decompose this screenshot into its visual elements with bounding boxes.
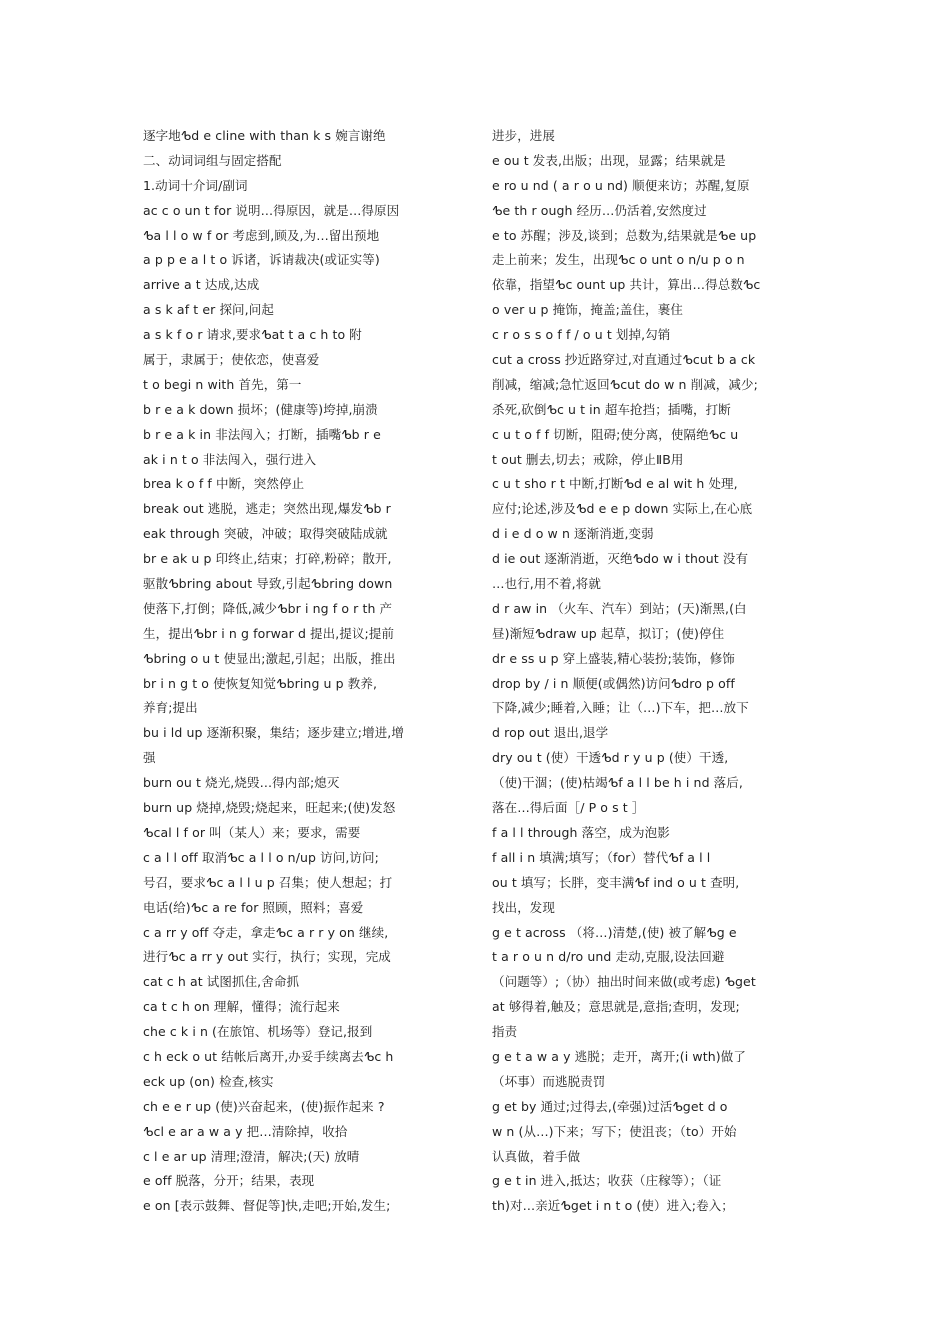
- text-line: 应付;论述,涉及ᕹd e e p down 实际上,在心底: [492, 501, 753, 517]
- text-line: ᕹbring o u t 使显出;激起,引起；出版，推出: [143, 650, 396, 666]
- text-line: c r o s s o f f / o u t 划掉,勾销: [492, 327, 671, 343]
- text-line: g e t a w a y 逃脱；走开，离开;(i wth)做了: [492, 1048, 746, 1064]
- text-line: e on [表示鼓舞、督促等]快,走吧;开始,发生;: [143, 1198, 391, 1214]
- text-line: ᕹa l l o w f or 考虑到,顾及,为…留出预地: [143, 227, 380, 243]
- text-line: drop by / i n 顺便(或偶然)访问ᕹdro p off: [492, 675, 735, 691]
- text-line: 下降,减少;睡着,入睡；让（…)下车，把…放下: [492, 700, 749, 716]
- text-line: 强: [143, 750, 156, 766]
- text-line: bu i ld up 逐渐积聚，集结；逐步建立;增进,增: [143, 725, 404, 741]
- text-line: at 够得着,触及；意思就是,意指;查明，发现;: [492, 999, 740, 1015]
- text-line: a p p e a l t o 诉诸，诉请裁决(或证实等): [143, 252, 380, 268]
- text-line: 落在…得后面［/ P o s t ］: [492, 800, 645, 816]
- text-line: c a l l off 取消ᕹc a l l o n/up 访问,访问;: [143, 849, 379, 865]
- text-line: a s k af t er 探问,问起: [143, 302, 274, 318]
- text-line: g et by 通过;过得去,(牵强)过活ᕹget d o: [492, 1098, 728, 1114]
- text-line: f a l l through 落空，成为泡影: [492, 824, 670, 840]
- text-line: 依靠，指望ᕹc ount up 共计，算出…得总数ᕹc: [492, 277, 761, 293]
- text-line: dry ou t (使）干透ᕹd r y u p (使）干透,: [492, 750, 729, 766]
- text-line: （问题等）;（协）抽出时间来做(或考虑) ᕹget: [492, 974, 756, 990]
- text-line: 进步，进展: [492, 128, 556, 143]
- text-line: c a rr y off 夺走，拿走ᕹc a r r y on 继续,: [143, 924, 389, 940]
- text-line: 电话(给)ᕹc a re for 照顾，照料；喜爱: [143, 899, 364, 915]
- text-line: o ver u p 掩饰，掩盖;盖住，裹住: [492, 302, 683, 318]
- text-line: burn ou t 烧光,烧毁…得内部;熄灭: [143, 775, 340, 791]
- text-line: cut a cross 抄近路穿过,对直通过ᕹcut b a ck: [492, 352, 756, 368]
- text-line: 使落下,打倒；降低,减少ᕹbr i ng f o r th 产: [143, 600, 393, 616]
- text-line: dr e ss u p 穿上盛装,精心装扮;装饰，修饰: [492, 650, 735, 666]
- text-line: …也行,用不着,将就: [492, 576, 601, 592]
- text-line: 属于，隶属于；使依恋，使喜爱: [143, 352, 320, 368]
- text-line: cat c h at 试图抓住,舍命抓: [143, 974, 300, 990]
- text-line: g e t in 进入,抵达；收获（庄稼等）；（证: [492, 1173, 722, 1189]
- text-line: e to 苏醒；涉及,谈到；总数为,结果就是ᕹe up: [492, 227, 757, 243]
- text-line: burn up 烧掉,烧毁;烧起来，旺起来;(使)发怒: [143, 800, 396, 816]
- text-line: ak i n t o 非法闯入，强行进入: [143, 451, 317, 467]
- text-line: 昼)渐短ᕹdraw up 起草，拟订；(使)停住: [492, 625, 725, 641]
- text-line: e off 脱落，分开；结果，表现: [143, 1173, 315, 1189]
- text-line: eak through 突破，冲破；取得突破陆成就: [143, 526, 388, 542]
- text-line: ca t c h on 理解，懂得；流行起来: [143, 999, 340, 1015]
- text-line: c h eck o ut 结帐后离开,办妥手续离去ᕹc h: [143, 1048, 394, 1064]
- text-line: eck up (on) 检查,核实: [143, 1073, 274, 1089]
- text-line: 驱散ᕹbring about 导致,引起ᕹbring down: [143, 576, 393, 592]
- text-line: t o begi n with 首先，第一: [143, 376, 302, 392]
- text-line: d rop out 退出,退学: [492, 725, 609, 741]
- text-line: 二、动词词组与固定搭配: [143, 152, 282, 168]
- text-line: break out 逃脱，逃走；突然出现,爆发ᕹb r: [143, 501, 391, 517]
- text-line: f all i n 填满;填写；（for）替代ᕹf a l l: [492, 849, 711, 865]
- text-line: 进行ᕹc a rr y out 实行，执行；实现，完成: [143, 949, 391, 965]
- text-line: th)对…亲近ᕹget i n t o (使）进入;卷入；: [492, 1198, 734, 1214]
- text-line: 养育;提出: [143, 700, 198, 716]
- text-line: che c k i n (在旅馆、机场等）登记,报到: [143, 1024, 373, 1040]
- text-line: 号召，要求ᕹc a l l u p 召集；使人想起；打: [143, 874, 393, 890]
- text-line: 削减，缩减;急忙返回ᕹcut do w n 削减，减少;: [492, 376, 758, 392]
- text-line: br i n g t o 使恢复知觉ᕹbring u p 教养,: [143, 675, 378, 691]
- text-line: a s k f o r 请求,要求ᕹat t a c h to 附: [143, 327, 362, 343]
- text-line: b r e a k down 损坏；(健康等)垮掉,崩溃: [143, 401, 378, 417]
- text-line: ac c o un t for 说明…得原因，就是…得原因: [143, 202, 400, 218]
- text-line: （坏事）而逃脱责罚: [492, 1073, 606, 1089]
- text-line: 1.动词十介词/副词: [143, 177, 248, 193]
- text-line: ᕹcl e ar a w a y 把…清除掉，收拾: [143, 1123, 348, 1139]
- text-line: ch e e r up (使)兴奋起来，(使)振作起来 ?: [143, 1098, 385, 1114]
- text-line: 指责: [492, 1024, 518, 1040]
- text-line: （使)干涸；(使)枯竭ᕹf a l l be h i nd 落后,: [492, 775, 743, 791]
- text-line: b r e a k in 非法闯入；打断，插嘴ᕹb r e: [143, 426, 381, 442]
- text-line: 杀死,砍倒ᕹc u t in 超车抢挡；插嘴，打断: [492, 401, 731, 417]
- text-line: d ie out 逐渐消逝，灭绝ᕹdo w i thout 没有: [492, 551, 749, 567]
- text-line: 认真做，着手做: [492, 1148, 581, 1164]
- text-line: br e ak u p 印终止,结束；打碎,粉碎；散开,: [143, 551, 392, 567]
- text-line: 走上前来；发生，出现ᕹc o unt o n/u p o n: [492, 252, 745, 268]
- text-line: brea k o f f 中断，突然停止: [143, 476, 305, 492]
- left-column: [143, 124, 463, 1219]
- text-line: g e t across （将…)清楚,(使) 被了解ᕹg e: [492, 924, 737, 940]
- text-line: w n (从…)下来；写下；使沮丧；（to）开始: [492, 1123, 737, 1139]
- text-line: ou t 填写；长胖，变丰满ᕹf ind o u t 查明,: [492, 874, 740, 890]
- text-line: c u t o f f 切断，阻碍;使分离，使隔绝ᕹc u: [492, 426, 739, 442]
- text-line: arrive a t 达成,达成: [143, 277, 260, 293]
- text-line: e ou t 发表,出版；出现，显露；结果就是: [492, 152, 726, 168]
- text-line: 生，提出ᕹbr i n g forwar d 提出,提议;提前: [143, 625, 395, 641]
- text-line: 逐字地ᕹd e cline with than k s 婉言谢绝: [143, 128, 386, 143]
- text-line: t out 删去,切去；戒除，停止ⅡB用: [492, 451, 684, 467]
- right-column: [492, 124, 814, 1219]
- text-line: d i e d o w n 逐渐消逝,变弱: [492, 526, 654, 542]
- text-line: d r aw in （火车、汽车）到站；(天)渐黑,(白: [492, 600, 747, 616]
- text-line: t a r o u n d/ro und 走动,克服,设法回避: [492, 949, 725, 965]
- text-line: e ro u nd ( a r o u nd) 顺便来访；苏醒,复原: [492, 177, 750, 193]
- text-line: 找出，发现: [492, 899, 556, 915]
- text-line: c u t sho r t 中断,打断ᕹd e al wit h 处理,: [492, 476, 738, 492]
- text-line: ᕹe th r ough 经历…仍活着,安然度过: [492, 202, 707, 218]
- text-line: c l e ar up 清理;澄清，解决;(天) 放晴: [143, 1148, 360, 1164]
- text-line: ᕹcal l f or 叫（某人）来；要求，需要: [143, 824, 361, 840]
